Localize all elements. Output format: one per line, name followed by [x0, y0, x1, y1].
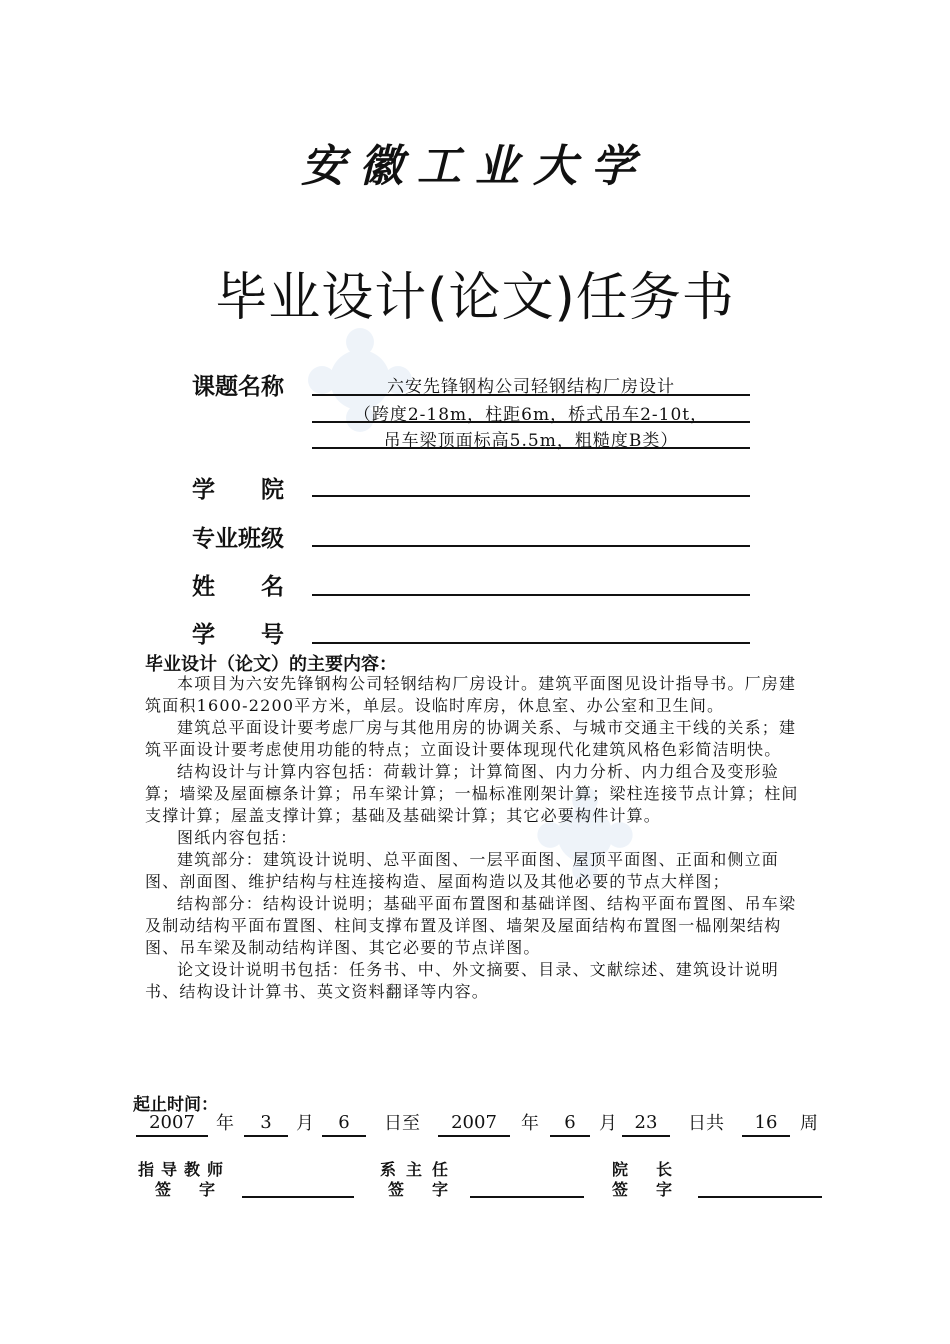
content-paragraph: 建筑总平面设计要考虑厂房与其他用房的协调关系、与城市交通主干线的关系；建筑平面设计要考虑使用功能的特点；立面设计要体现现代化建筑风格色彩简洁明快。 [145, 718, 797, 759]
dean-signature-field[interactable] [698, 1196, 822, 1198]
topic-label: 课题名称 [192, 374, 284, 400]
advisor-role: 指导教师 [138, 1160, 231, 1179]
topic-underline-2 [312, 421, 750, 423]
content-paragraph: 图纸内容包括： [177, 828, 298, 847]
student-name-field[interactable] [312, 594, 750, 596]
content-body [145, 673, 810, 1003]
end-day: 23 [622, 1111, 670, 1137]
student-name-label: 姓 名 [192, 574, 284, 600]
year-unit: 年 [521, 1113, 539, 1134]
student-id-field[interactable] [312, 642, 750, 644]
day-total-label: 日共 [688, 1113, 724, 1134]
end-month: 6 [550, 1111, 590, 1137]
year-unit: 年 [216, 1113, 234, 1134]
end-year: 2007 [438, 1111, 510, 1137]
start-month: 3 [244, 1111, 288, 1137]
content-paragraph: 建筑部分：建筑设计说明、总平面图、一层平面图、屋顶平面图、正面和侧立面图、剖面图、维护结构与柱连接构造、屋面构造以及其他必要的节点大样图； [145, 850, 780, 891]
director-sign-label: 签字 [388, 1180, 477, 1199]
director-signature-field[interactable] [470, 1196, 584, 1198]
director-role: 系主任 [380, 1160, 459, 1179]
topic-line-1: 六安先锋钢构公司轻钢结构厂房设计 [387, 377, 675, 397]
start-day: 6 [322, 1111, 366, 1137]
content-paragraph: 结构设计与计算内容包括：荷载计算；计算简图、内力分析、内力组合及变形验算；墙梁及屋面檩条计算；吊车梁计算；一榀标准刚架计算；梁柱连接节点计算；柱间支撑计算；屋盖支撑计算；基础及基础梁计算；其它必要构件计算。 [145, 762, 799, 825]
advisor-sign-label: 签字 [155, 1180, 244, 1199]
class-label: 专业班级 [192, 526, 284, 552]
content-heading: 毕业设计（论文）的主要内容： [145, 654, 397, 675]
topic-line-2: （跨度2-18m，柱距6m，桥式吊车2-10t， [353, 405, 709, 425]
dean-role: 院长 [612, 1160, 701, 1179]
week-unit: 周 [800, 1113, 818, 1134]
university-name: 安徽工业大学 [301, 141, 649, 192]
advisor-signature-field[interactable] [242, 1196, 354, 1198]
topic-underline-3 [312, 447, 750, 449]
month-unit: 月 [296, 1113, 314, 1134]
weeks-count: 16 [742, 1111, 790, 1137]
period-heading: 起止时间： [133, 1095, 218, 1115]
student-id-label: 学 号 [192, 622, 284, 648]
topic-line-3: 吊车梁顶面标高5.5m，粗糙度B类） [383, 431, 679, 451]
period-row [0, 1111, 950, 1139]
college-field[interactable] [312, 495, 750, 497]
topic-underline-1 [312, 394, 750, 396]
day-to-label: 日至 [384, 1113, 420, 1134]
content-paragraph: 本项目为六安先锋钢构公司轻钢结构厂房设计。建筑平面图见设计指导书。厂房建筑面积1600-2200平方米，单层。设临时库房，休息室、办公室和卫生间。 [145, 674, 797, 715]
month-unit: 月 [599, 1113, 617, 1134]
start-year: 2007 [136, 1111, 208, 1137]
document-title: 毕业设计(论文)任务书 [215, 268, 735, 328]
content-paragraph: 结构部分：结构设计说明；基础平面布置图和基础详图、结构平面布置图、吊车梁及制动结构平面布置图、柱间支撑布置及详图、墙架及屋面结构布置图一榀刚架结构图、吊车梁及制动结构详图、其它必要的节点详图。 [145, 894, 797, 957]
dean-sign-label: 签字 [612, 1180, 701, 1199]
class-field[interactable] [312, 545, 750, 547]
college-label: 学 院 [192, 477, 284, 503]
content-paragraph: 论文设计说明书包括：任务书、中、外文摘要、目录、文献综述、建筑设计说明书、结构设计计算书、英文资料翻译等内容。 [145, 960, 780, 1001]
